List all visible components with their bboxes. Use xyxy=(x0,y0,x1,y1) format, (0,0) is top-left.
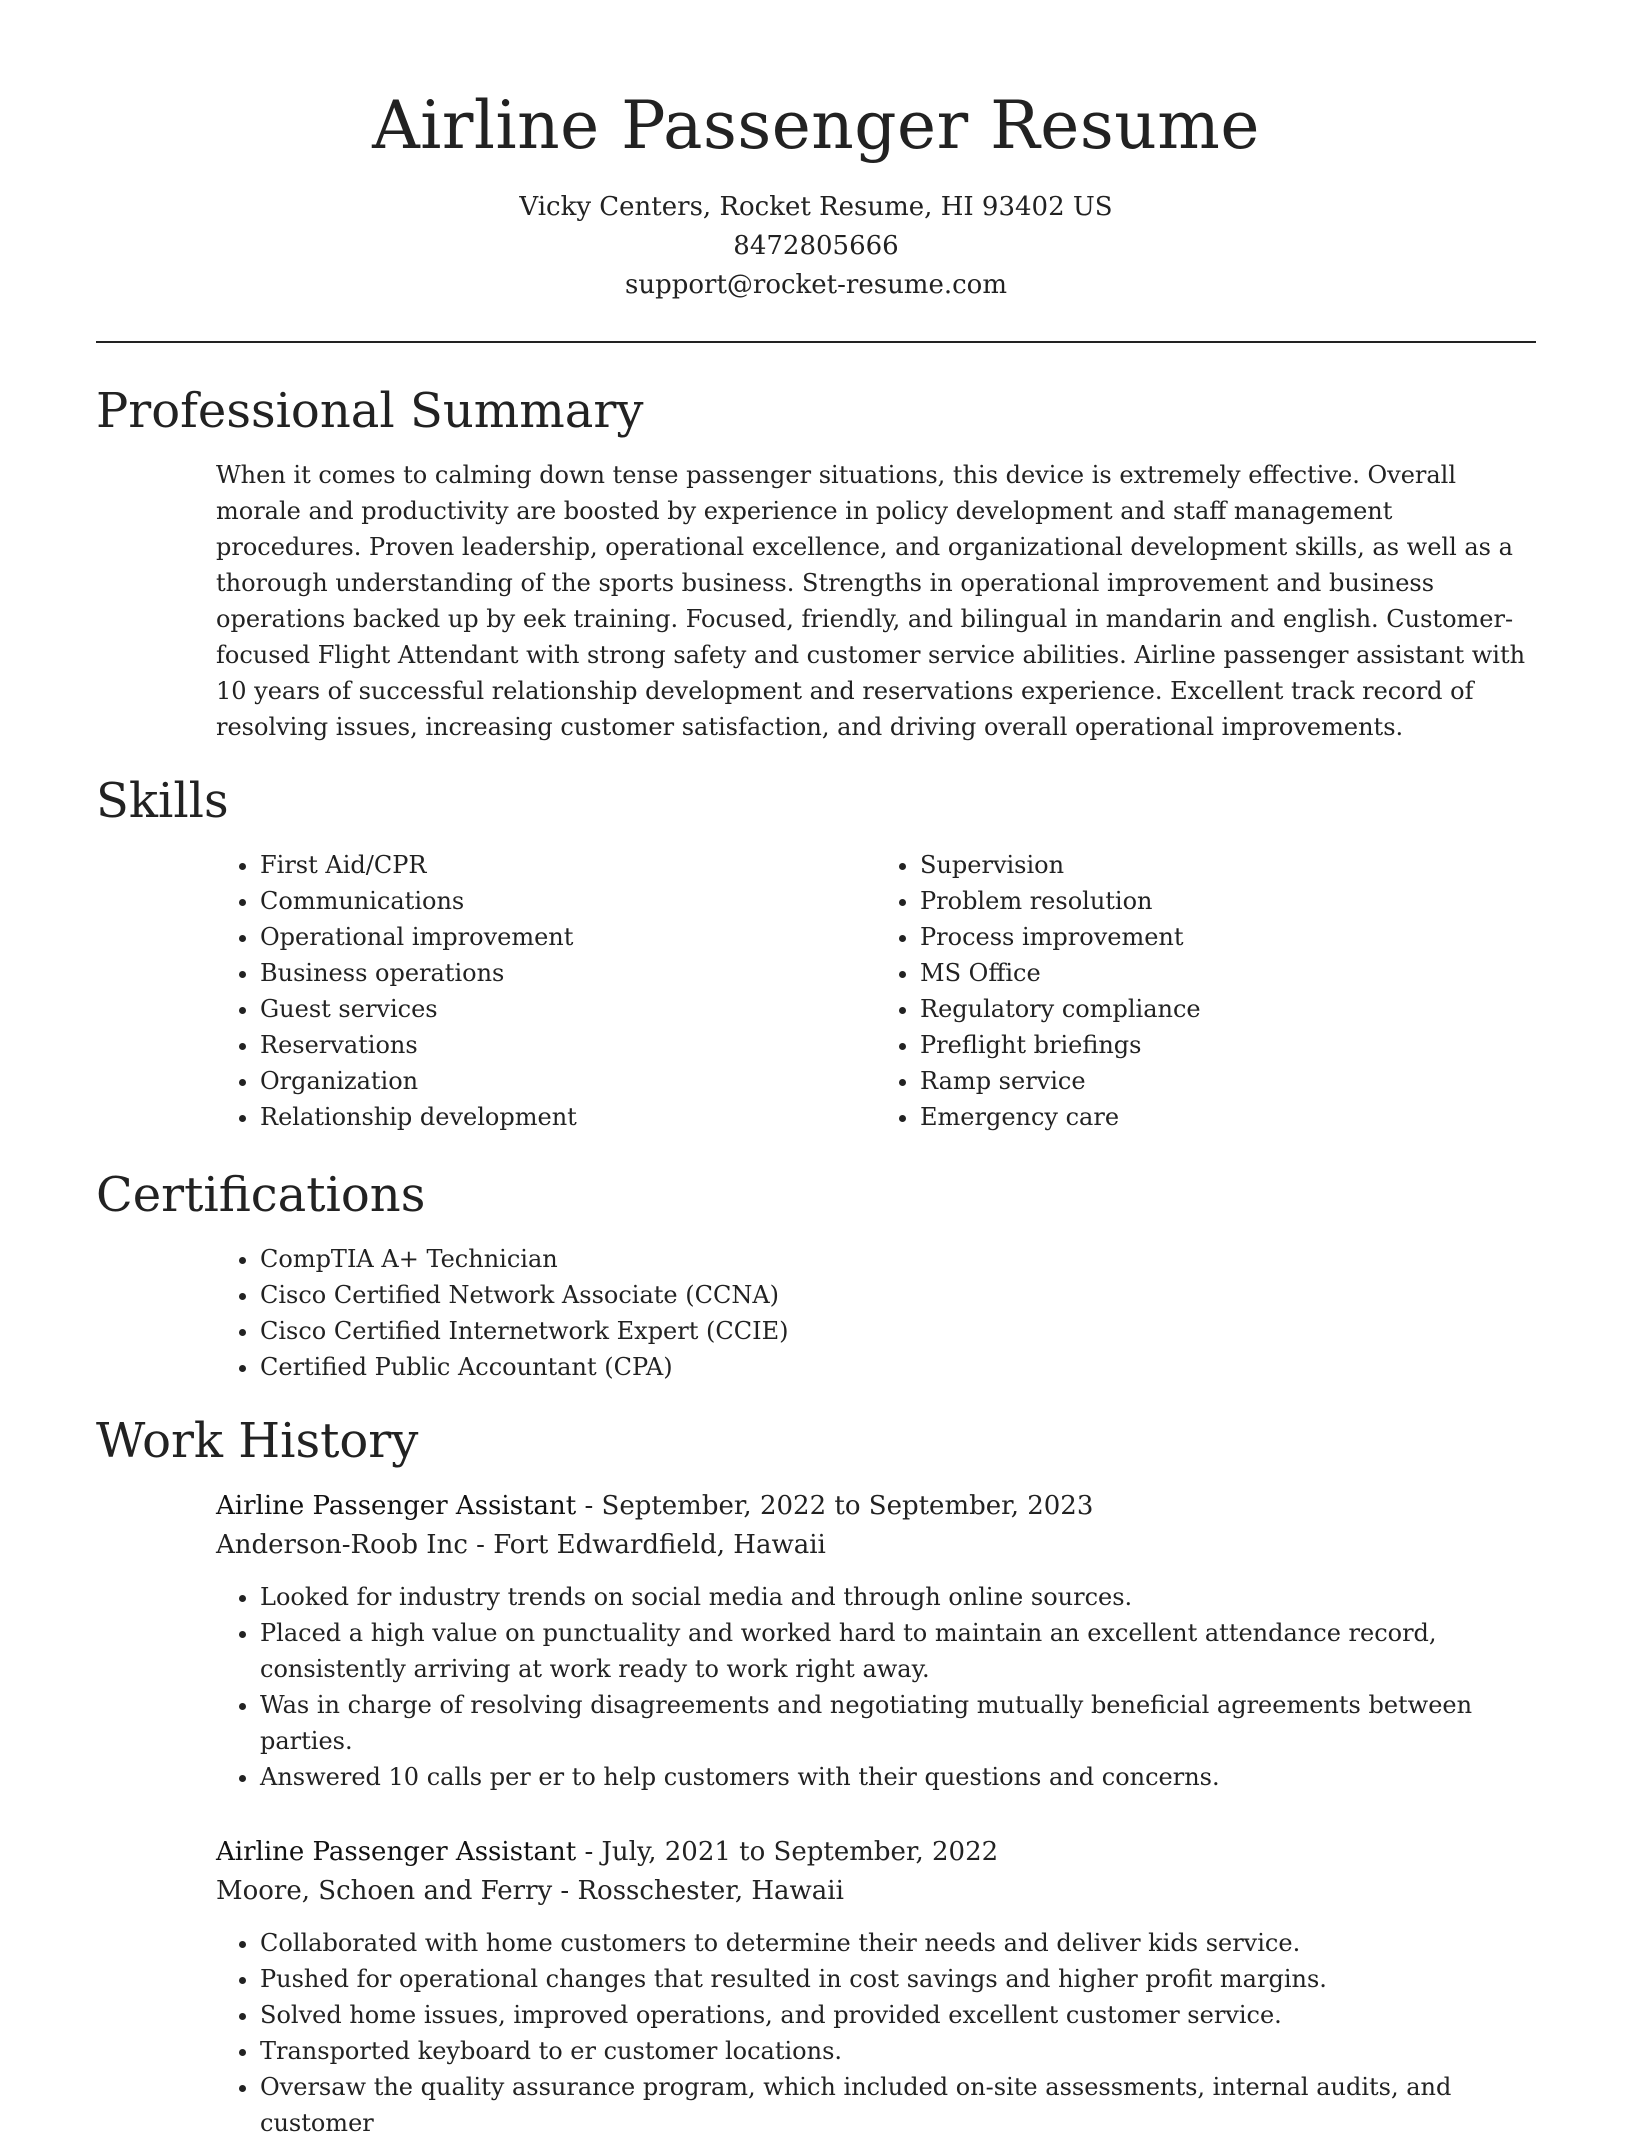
job-entry xyxy=(216,1833,1536,2141)
job-bullets xyxy=(216,1579,1536,1795)
certifications-list xyxy=(216,1241,1536,1385)
job-bullet: • Collaborated with home customers to determine their needs and deliver kids service. xyxy=(260,1925,1536,1961)
job-company: Moore, Schoen and Ferry xyxy=(216,1876,553,1906)
job-bullet: • Was in charge of resolving disagreements and negotiating mutually beneficial agreements between parties. xyxy=(260,1687,1536,1759)
skill-item: • Preflight briefings xyxy=(920,1027,1536,1063)
job-company-line xyxy=(216,1872,1536,1911)
skills-heading: Skills xyxy=(96,773,229,829)
skill-item: • Emergency care xyxy=(920,1099,1536,1135)
certifications-section xyxy=(96,1167,1536,1385)
skill-item: • Ramp service xyxy=(920,1063,1536,1099)
resume-title: Airline Passenger Resume xyxy=(372,87,1260,164)
summary-heading: Professional Summary xyxy=(96,383,644,439)
job-bullet: • Solved home issues, improved operations, and provided excellent customer service. xyxy=(260,1997,1536,2033)
work-history-heading: Work History xyxy=(96,1413,419,1469)
certification-item: • CompTIA A+ Technician xyxy=(260,1241,1536,1277)
skill-item: • Process improvement xyxy=(920,919,1536,955)
job-dates: - July, 2021 to September, 2022 xyxy=(576,1837,999,1867)
job-company: Anderson-Roob Inc xyxy=(216,1530,468,1560)
skills-list-left xyxy=(216,847,876,1135)
contact-phone: 8472805666 xyxy=(733,231,899,261)
header-divider xyxy=(96,341,1536,343)
skills-section xyxy=(96,773,1536,1135)
skill-item: • Guest services xyxy=(260,991,876,1027)
skill-item: • Organization xyxy=(260,1063,876,1099)
skill-item: • Business operations xyxy=(260,955,876,991)
summary-section xyxy=(96,383,1536,745)
job-title: Airline Passenger Assistant xyxy=(216,1491,577,1521)
job-bullets xyxy=(216,1925,1536,2141)
job-bullet: • Looked for industry trends on social media and through online sources. xyxy=(260,1579,1536,1615)
skills-columns xyxy=(96,847,1536,1135)
skill-item: • Reservations xyxy=(260,1027,876,1063)
certification-item: • Cisco Certified Internetwork Expert (CCIE) xyxy=(260,1313,1536,1349)
skill-item: • Communications xyxy=(260,883,876,919)
resume-header xyxy=(96,0,1536,305)
skill-item: • MS Office xyxy=(920,955,1536,991)
contact-email: support@rocket-resume.com xyxy=(624,270,1007,300)
skill-item: • Regulatory compliance xyxy=(920,991,1536,1027)
job-entry xyxy=(216,1487,1536,1795)
job-location: - Fort Edwardfield, Hawaii xyxy=(467,1530,826,1560)
job-dates: - September, 2022 to September, 2023 xyxy=(576,1491,1094,1521)
job-bullet: • Placed a high value on punctuality and worked hard to maintain an excellent attendance record, consistently arriving at work ready to work right away. xyxy=(260,1615,1536,1687)
job-title-line xyxy=(216,1487,1536,1526)
certifications-heading: Certifications xyxy=(96,1167,426,1223)
skill-item: • Supervision xyxy=(920,847,1536,883)
summary-text: When it comes to calming down tense passenger situations, this device is extremely effective. Overall morale and productivity are boosted by experience in policy development and staff management procedures. Proven leadership, operational excellence, and organizational development skills, as well as a thorough understanding of the sports business. Strengths in operational improvement and business operations backed up by eek training. Focused, friendly, and bilingual in mandarin and english. Customer-focused Flight Attendant with strong safety and customer service abilities. Airline passenger assistant with 10 years of successful relationship development and reservations experience. Excellent track record of resolving issues, increasing customer satisfaction, and driving overall operational improvements. xyxy=(216,461,1526,741)
job-bullet: • Oversaw the quality assurance program, which included on-site assessments, internal audits, and customer xyxy=(260,2069,1536,2141)
skill-item: • Problem resolution xyxy=(920,883,1536,919)
job-bullet: • Answered 10 calls per er to help customers with their questions and concerns. xyxy=(260,1759,1536,1795)
job-title-line xyxy=(216,1833,1536,1872)
skill-item: • First Aid/CPR xyxy=(260,847,876,883)
job-company-line xyxy=(216,1526,1536,1565)
job-location: - Rosschester, Hawaii xyxy=(552,1876,844,1906)
job-title: Airline Passenger Assistant xyxy=(216,1837,577,1867)
skill-item: • Relationship development xyxy=(260,1099,876,1135)
skills-list-right xyxy=(876,847,1536,1135)
certification-item: • Cisco Certified Network Associate (CCNA) xyxy=(260,1277,1536,1313)
skill-item: • Operational improvement xyxy=(260,919,876,955)
work-history-section xyxy=(96,1413,1536,2141)
job-bullet: • Transported keyboard to er customer locations. xyxy=(260,2033,1536,2069)
job-bullet: • Pushed for operational changes that resulted in cost savings and higher profit margins. xyxy=(260,1961,1536,1997)
certification-item: • Certified Public Accountant (CPA) xyxy=(260,1349,1536,1385)
contact-address: Vicky Centers, Rocket Resume, HI 93402 US xyxy=(519,192,1113,222)
